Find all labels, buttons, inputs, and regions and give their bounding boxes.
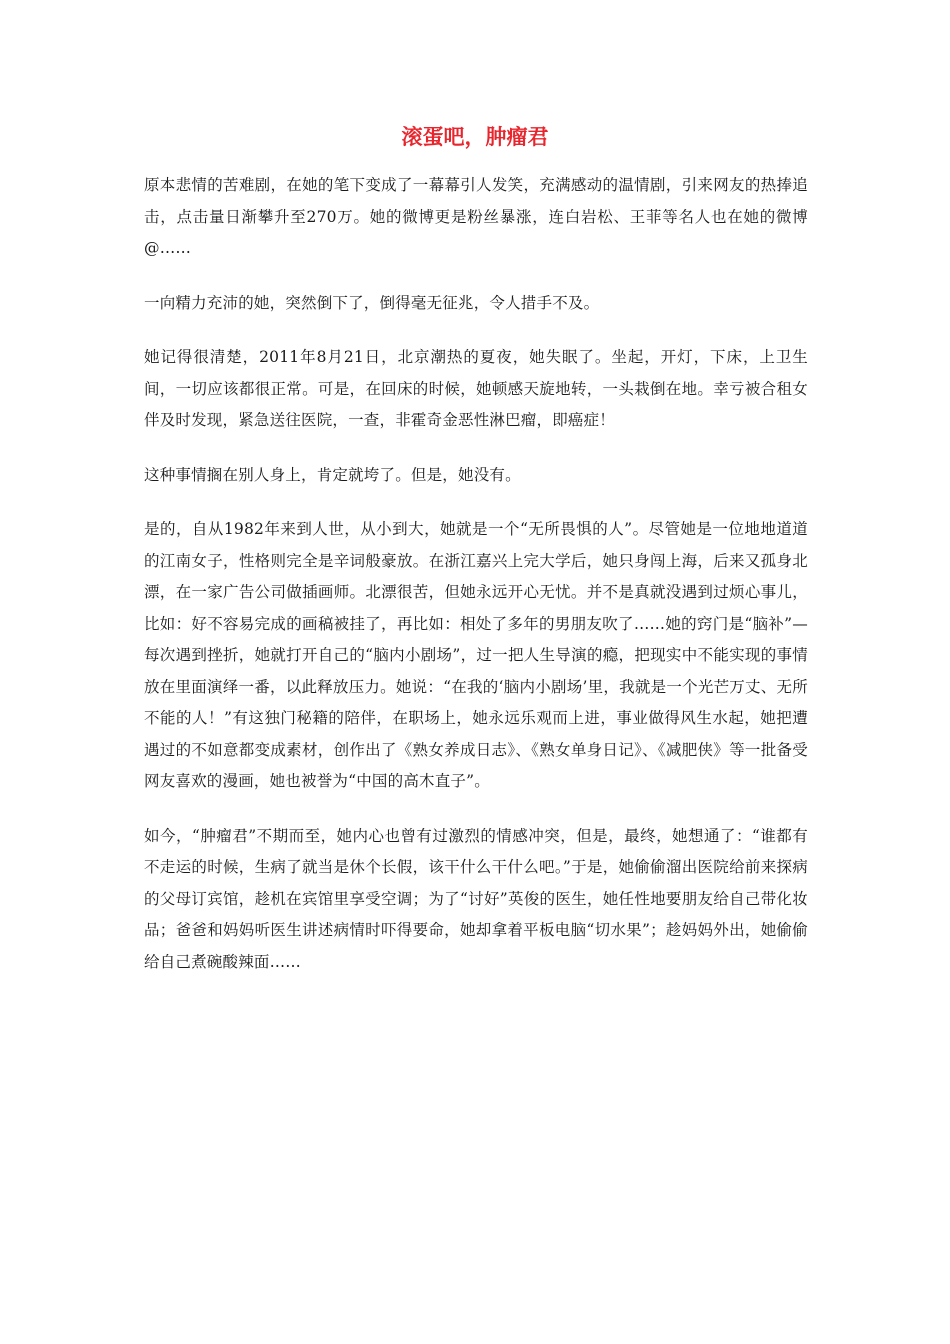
paragraph-6: 如今，“肿瘤君”不期而至，她内心也曾有过激烈的情感冲突，但是，最终，她想通了：“谁都有不走运的时候，生病了就当是休个长假，该干什么干什么吧。”于是，她偷偷溜出医院给前来探病的父母订宾馆，趁机在宾馆里享受空调；为了“讨好”英俊的医生，她任性地要朋友给自己带化妆品；爸爸和妈妈听医生讲述病情时吓得要命，她却拿着平板电脑“切水果”；趁妈妈外出，她偷偷给自己煮碗酸辣面…… (144, 826, 808, 971)
document-title: 滚蛋吧，肿瘤君 (401, 125, 549, 149)
document-body (144, 170, 808, 1001)
paragraph-4: 这种事情搁在别人身上，肯定就垮了。但是，她没有。 (144, 465, 521, 484)
paragraph-2: 一向精力充沛的她，突然倒下了，倒得毫无征兆，令人措手不及。 (144, 293, 600, 312)
paragraph-1: 原本悲情的苦难剧，在她的笔下变成了一幕幕引人发笑，充满感动的温情剧，引来网友的热捧追击，点击量日渐攀升至270万。她的微博更是粉丝暴涨，连白岩松、王菲等名人也在她的微博@…… (144, 176, 808, 257)
paragraph-5: 是的，自从1982年来到人世，从小到大，她就是一个“无所畏惧的人”。尽管她是一位地地道道的江南女子，性格则完全是辛词般豪放。在浙江嘉兴上完大学后，她只身闯上海，后来又孤身北漂，在一家广告公司做插画师。北漂很苦，但她永远开心无忧。并不是真就没遇到过烦心事儿，比如：好不容易完成的画稿被挂了，再比如：相处了多年的男朋友吹了……她的窍门是“脑补”—每次遇到挫折，她就打开自己的“脑内小剧场”，过一把人生导演的瘾，把现实中不能实现的事情放在里面演绎一番，以此释放压力。她说：“在我的‘脑内小剧场’里，我就是一个光芒万丈、无所不能的人！”有这独门秘籍的陪伴，在职场上，她永远乐观而上进，事业做得风生水起，她把遭遇过的不如意都变成素材，创作出了《熟女养成日志》、《熟女单身日记》、《减肥侠》等一批备受网友喜欢的漫画，她也被誉为“中国的高木直子”。 (144, 520, 808, 790)
paragraph-3: 她记得很清楚，2011年8月21日，北京潮热的夏夜，她失眠了。坐起，开灯，下床，上卫生间，一切应该都很正常。可是，在回床的时候，她顿感天旋地转，一头栽倒在地。幸亏被合租女伴及时发现，紧急送往医院，一查，非霍奇金恶性淋巴瘤，即癌症！ (144, 348, 808, 429)
